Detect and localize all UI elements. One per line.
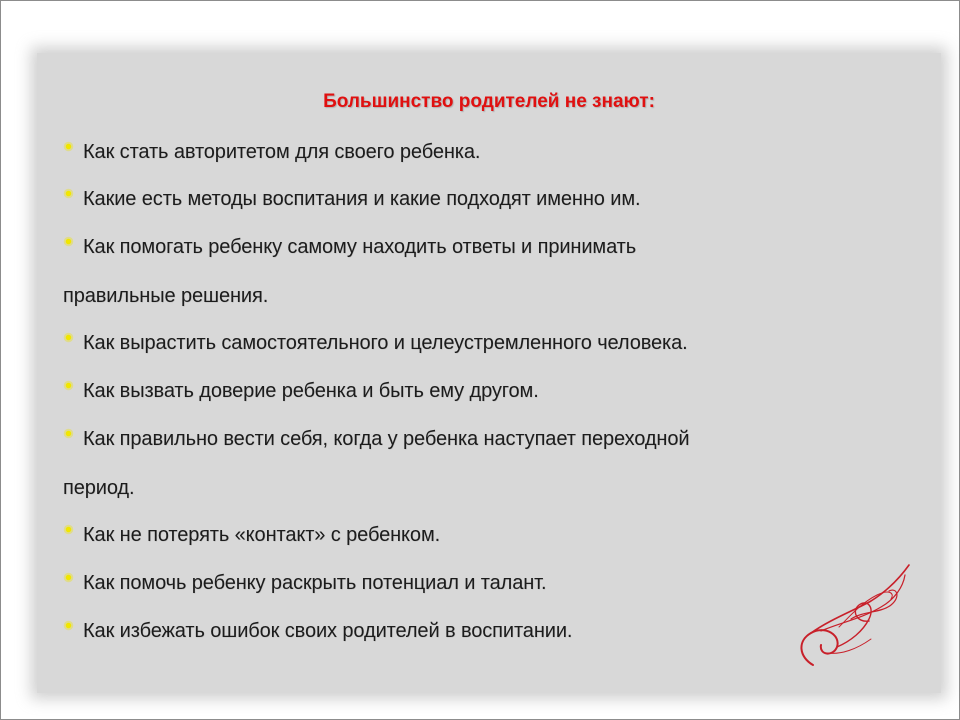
slide-heading: Большинство родителей не знают: — [323, 91, 655, 112]
bullet-icon — [63, 572, 74, 583]
bullet-icon — [63, 620, 74, 631]
list-item: Как правильно вести себя, когда у ребенка наступает переходной — [83, 428, 690, 450]
list-item: Как помогать ребенку самому находить ответы и принимать — [83, 236, 637, 258]
list-item: Как вызвать доверие ребенка и быть ему другом. — [83, 380, 539, 402]
list-item: Как избежать ошибок своих родителей в воспитании. — [83, 620, 573, 642]
list-item: Какие есть методы воспитания и какие подходят именно им. — [83, 188, 641, 210]
flourish-ornament-icon — [791, 561, 921, 671]
bullet-icon — [63, 380, 74, 391]
bullet-icon — [63, 188, 74, 199]
list-item: Как не потерять «контакт» с ребенком. — [83, 524, 441, 546]
list-item: Как вырастить самостоятельного и целеустремленного человека. — [83, 332, 688, 354]
bullet-icon — [63, 332, 74, 343]
bullet-icon — [63, 236, 74, 247]
bullet-icon — [63, 141, 74, 152]
list-item-continuation: правильные решения. — [63, 285, 269, 307]
list-item: Как стать авторитетом для своего ребенка. — [83, 141, 481, 163]
bullet-icon — [63, 524, 74, 535]
bullet-icon — [63, 428, 74, 439]
list-item-continuation: период. — [63, 477, 135, 499]
list-item: Как помочь ребенку раскрыть потенциал и талант. — [83, 572, 547, 594]
